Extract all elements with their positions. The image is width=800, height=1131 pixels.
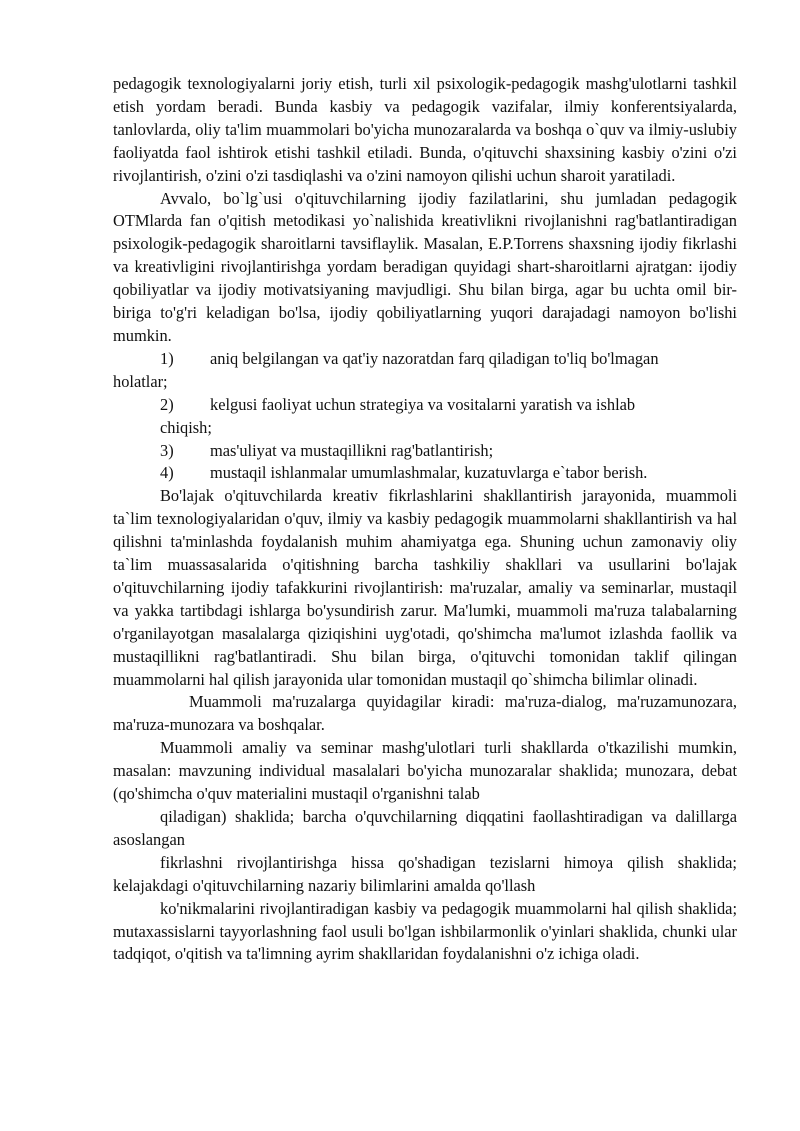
list-number: 1) [160, 348, 174, 368]
paragraph-4: Muammoli ma'ruzalarga quyidagilar kiradi: ma'ruza-dialog, ma'ruzamunozara, ma'ruza-munozara va boshqalar. [113, 692, 737, 735]
paragraph-5: Muammoli amaliy va seminar mashg'ulotlari turli shakllarda o'tkazilishi mumkin, masalan: mavzuning individual masalalari bo'yicha munozaralar shaklida; munozara, debat (qo'shimcha o'quv materialini mustaqil o'rganishni talab [113, 738, 737, 804]
paragraph-2: Avvalo, bo`lg`usi o'qituvchilarning ijodiy fazilatlarini, shu jumladan pedagogik OTMlarda fan o'qitish metodikasi yo`nalishida kreativlikni rivojlanishni rag'batlantiradigan psixologik-pedagogik sharoitlarni tavsiflaylik. Masalan, E.P.Torrens shaxsning ijodiy fikrlashi va kreativligini rivojlantirishga yordam beradigan quyidagi shart-sharoitlarni ajratgan: ijodiy qobiliyatlar va ijodiy motivatsiyaning mavjudligi. Shu bilan birga, agar bu uchta omil bir-biriga to'g'ri keladigan bo'lsa, ijodiy qobiliyatlarning yuqori darajadagi namoyon bo'lishi mumkin. [113, 188, 737, 345]
list-continuation: chiqish; [160, 417, 212, 437]
list-item [113, 348, 737, 371]
list-number: 2) [160, 394, 174, 414]
paragraph-8: ko'nikmalarini rivojlantiradigan kasbiy va pedagogik muammolarni hal qilish shaklida; mutaxassislarni tayyorlashning faol usuli bo'lgan ishbilarmonlik o'yinlari shaklida, chunki ular tadqiqot, o'qitish va ta'limning ayrim shakllaridan foydalanishni o'z ichiga oladi. [113, 898, 737, 964]
paragraph-3: Bo'lajak o'qituvchilarda kreativ fikrlashlarini shakllantirish jarayonida, muammoli ta`lim texnologiyalaridan o'quv, ilmiy va kasbiy pedagogik muammolarni shakllantirish va hal qilishni ta'minlashda foydalanish muhim ahamiyatga ega. Shuning uchun zamonaviy oliy ta`lim muassasalarida o'qitishning barcha tashkiliy shakllari va usullarini bo'lajak o'qituvchilarning ijodiy tafakkurini rivojlantirish: ma'ruzalar, amaliy va seminarlar, mustaqil va yakka tartibdagi ishlarga bo'ysundirish zarur. Ma'lumki, muammoli ma'ruza talabalarning o'rganilayotgan masalalarga qiziqishini uyg'otadi, qo'shimcha ma'lumot izlashda faollik va mustaqillikni rag'batlantiradi. Shu bilan birga, o'qituvchi tomonidan taklif qilingan muammolarni hal qilish jarayonida ular tomonidan mustaqil qo`shimcha bilimlar olinadi. [113, 486, 737, 689]
list-text: mustaqil ishlanmalar umumlashmalar, kuzatuvlarga e`tabor berish. [210, 463, 648, 483]
list-text: aniq belgilangan va qat'iy nazoratdan farq qiladigan to'liq bo'lmagan [210, 348, 659, 368]
list-continuation: holatlar; [113, 371, 168, 391]
list-item [113, 394, 737, 417]
list-item [113, 462, 737, 485]
paragraph-6: qiladigan) shaklida; barcha o'quvchilarning diqqatini faollashtiradigan va dalillarga asoslangan [113, 807, 737, 849]
list-item [113, 440, 737, 463]
paragraph-1: pedagogik texnologiyalarni joriy etish, turli xil psixologik-pedagogik mashg'ulotlarni tashkil etish yordam beradi. Bunda kasbiy va pedagogik vazifalar, ilmiy konferentsiyalarda, tanlovlarda, oliy ta'lim muammolari bo'yicha munozaralarda va boshqa o`quv va ilmiy-uslubiy faoliyatda faol ishtirok etishi tashkil etiladi. Bunda, o'qituvchi shaxsining kasbiy o'zini o'zi rivojlantirish, o'zini o'zi tasdiqlashi va o'zini namoyon qilishi uchun sharoit yaratiladi. [113, 74, 737, 185]
paragraph-7: fikrlashni rivojlantirishga hissa qo'shadigan tezislarni himoya qilish shaklida; kelajakdagi o'qituvchilarning nazariy bilimlarini amalda qo'llash [113, 852, 737, 895]
document-body [113, 73, 737, 966]
list-number: 3) [160, 440, 174, 460]
list-number: 4) [160, 463, 174, 483]
list-text: kelgusi faoliyat uchun strategiya va vositalarni yaratish va ishlab [210, 394, 636, 414]
list-text: mas'uliyat va mustaqillikni rag'batlantirish; [210, 440, 494, 460]
